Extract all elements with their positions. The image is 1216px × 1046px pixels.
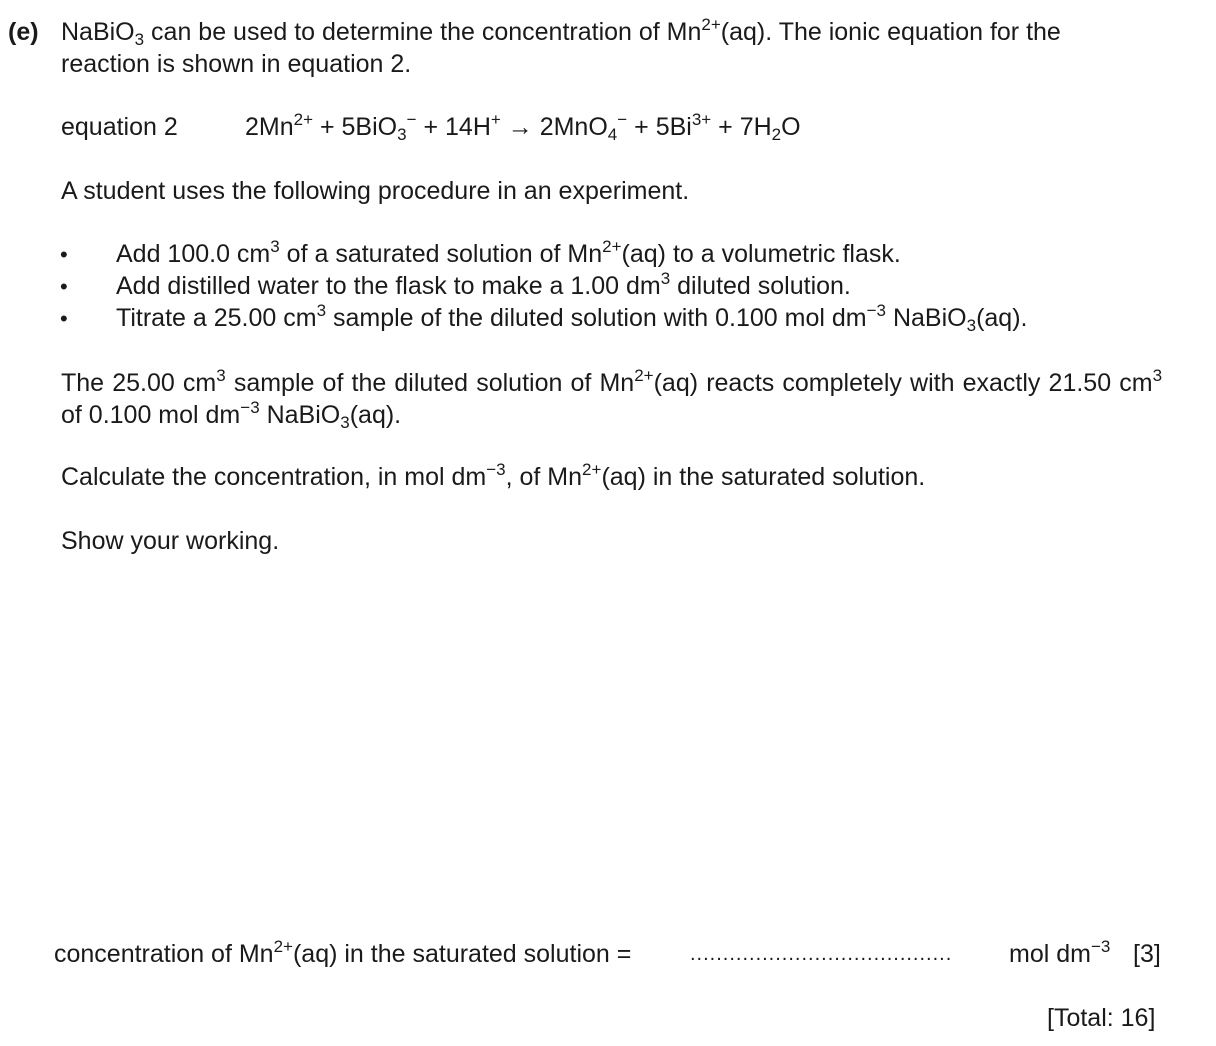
answer-marks: [3] bbox=[1133, 940, 1161, 968]
answer-unit: mol $dm^{-3}$ bbox=[1009, 936, 1111, 968]
bullet-1-marker: • bbox=[60, 242, 68, 267]
bullet-2-text: Add distilled water to the flask to make a 1.00 $dm^3$ diluted solution. bbox=[116, 268, 851, 300]
calculate-instruction: Calculate the concentration, in mol $dm^{-3}$, of $Mn^{2+}(aq)$ in the saturated solution. bbox=[61, 459, 926, 491]
answer-prefix: concentration of $Mn^{2+}(aq)$ in the saturated solution = bbox=[54, 936, 632, 968]
result-paragraph: The 25.00 $cm^3$ sample of the diluted solution of $Mn^{2+}(aq)$ reacts completely with exactly 21.50 $cm^3$ of 0.100 mol $dm^{-3}$ NaBiO$_3$(aq). bbox=[61, 365, 1163, 433]
bullet-3-text: Titrate a 25.00 $cm^3$ sample of the diluted solution with 0.100 mol $dm^{-3}$ NaBiO$_3$(aq). bbox=[116, 300, 1028, 336]
bullet-3-marker: • bbox=[60, 306, 68, 331]
equation-label: equation 2 bbox=[61, 113, 178, 141]
total-marks: [Total: 16] bbox=[1047, 1004, 1156, 1032]
show-working-instruction: Show your working. bbox=[61, 527, 280, 555]
question-intro-line1: NaBiO$_3$ can be used to determine the concentration of $Mn^{2+}(aq)$. The ionic equation for the bbox=[61, 14, 1061, 50]
bullet-2-marker: • bbox=[60, 274, 68, 299]
procedure-intro: A student uses the following procedure in an experiment. bbox=[61, 177, 690, 205]
answer-field[interactable]: ........................................ bbox=[690, 943, 953, 965]
question-intro-line2: reaction is shown in equation 2. bbox=[61, 50, 412, 78]
question-label: (e) bbox=[8, 18, 39, 46]
ionic-equation: $2Mn^{2+} + 5BiO_3^- + 14H^+ \to 2MnO_4^- + 5Bi^{3+} + 7H_2O$ bbox=[245, 109, 801, 145]
working-space[interactable] bbox=[61, 570, 1161, 920]
bullet-1-text: Add 100.0 $cm^3$ of a saturated solution of $Mn^{2+}(aq)$ to a volumetric flask. bbox=[116, 236, 901, 268]
